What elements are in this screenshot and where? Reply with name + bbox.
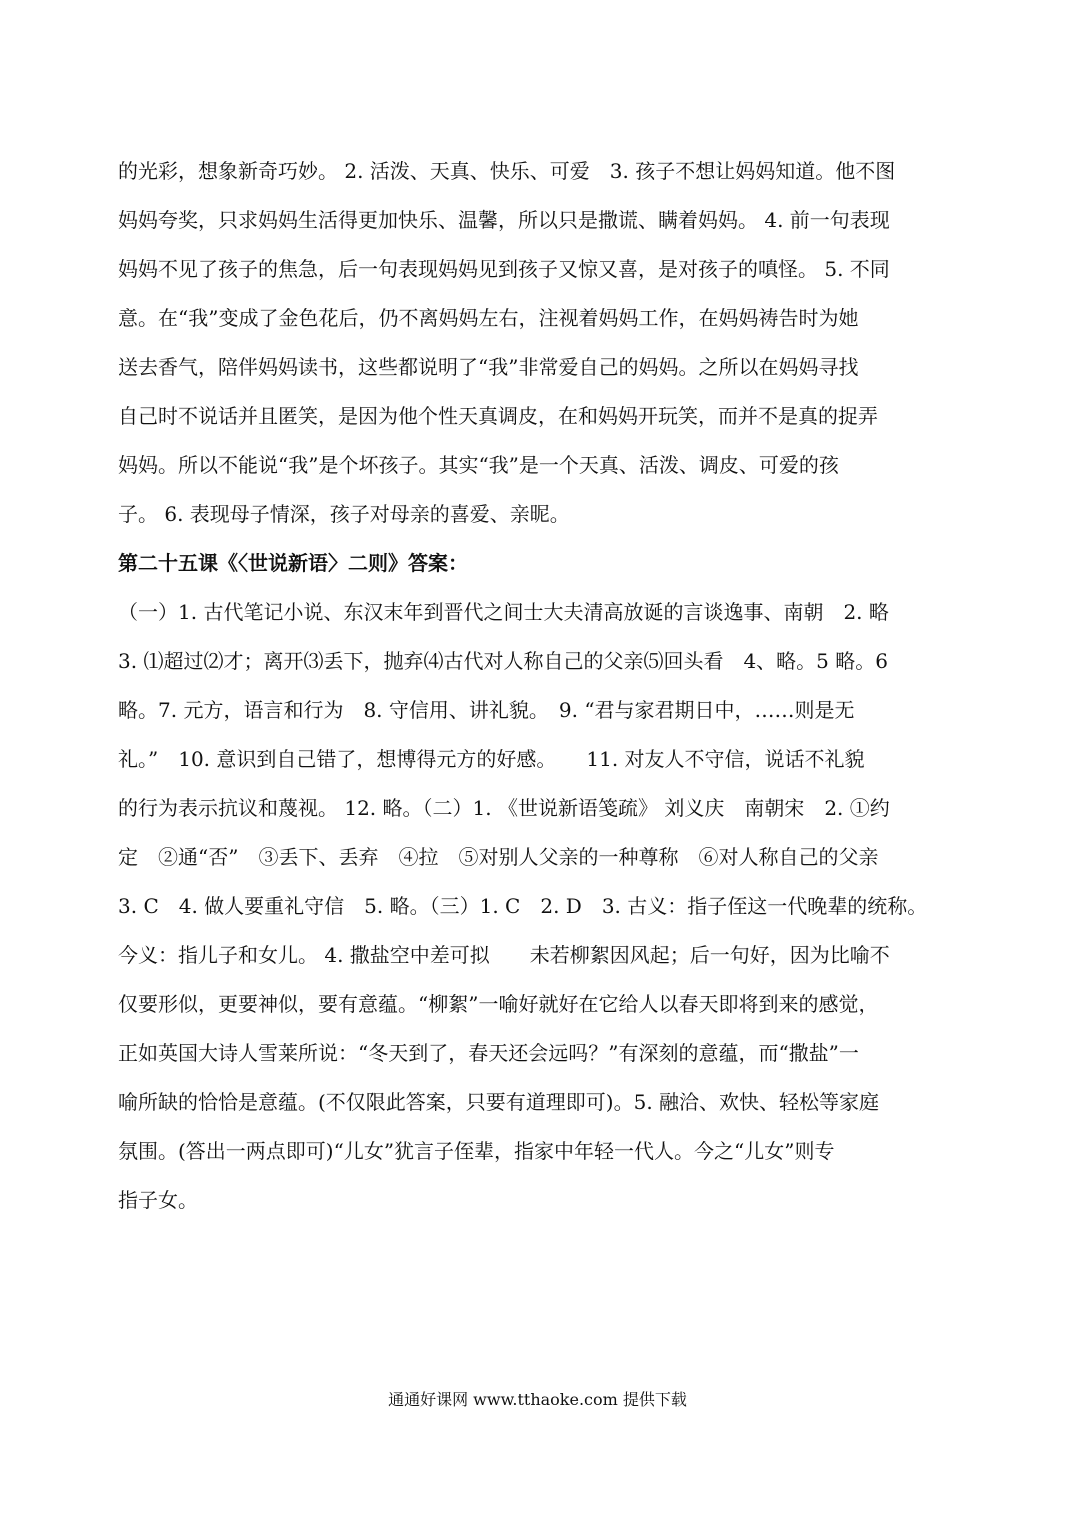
text-line: 的行为表示抗议和蔑视。 12. 略。（二）1. 《世说新语笺疏》 刘义庆 南朝宋 2. ①约 <box>118 796 890 820</box>
text-line: 礼。” 10. 意识到自己错了，想博得元方的好感。 11. 对友人不守信，说话不礼貌 <box>118 747 865 771</box>
page-footer: 通通好课网 www.tthaoke.com 提供下载 <box>388 1390 687 1409</box>
text-line: 妈妈。所以不能说“我”是个坏孩子。其实“我”是一个天真、活泼、调皮、可爱的孩 <box>118 453 839 477</box>
text-line: 妈妈不见了孩子的焦急，后一句表现妈妈见到孩子又惊又喜，是对孩子的嗔怪。 5. 不同 <box>118 257 890 281</box>
text-line: 意。在“我”变成了金色花后，仍不离妈妈左右，注视着妈妈工作，在妈妈祷告时为她 <box>118 306 859 330</box>
text-line: 今义：指儿子和女儿。 4. 撒盐空中差可拟 未若柳絮因风起；后一句好，因为比喻不 <box>118 943 890 967</box>
text-line: 仅要形似，更要神似，要有意蕴。“柳絮”一喻好就好在它给人以春天即将到来的感觉， <box>118 992 879 1016</box>
text-line: 指子女。 <box>118 1188 198 1212</box>
text-line: 略。7. 元方，语言和行为 8. 守信用、讲礼貌。 9. “君与家君期日中，……则是无 <box>118 698 855 722</box>
text-line: 3. C 4. 做人要重礼守信 5. 略。（三）1. C 2. D 3. 古义：指子侄这一代晚辈的统称。 <box>118 894 928 918</box>
section-heading: 第二十五课《〈世说新语〉二则》答案： <box>118 551 468 575</box>
text-line: 3. ⑴超过⑵才；离开⑶丢下，抛弃⑷古代对人称自己的父亲⑸回头看 4、略。5 略。6 <box>118 649 888 673</box>
text-line: 喻所缺的恰恰是意蕴。(不仅限此答案，只要有道理即可)。5. 融洽、欢快、轻松等家庭 <box>118 1090 880 1114</box>
text-line: 氛围。(答出一两点即可)“儿女”犹言子侄辈，指家中年轻一代人。今之“儿女”则专 <box>118 1139 835 1163</box>
text-line: 子。 6. 表现母子情深，孩子对母亲的喜爱、亲昵。 <box>118 502 570 526</box>
text-line: 送去香气，陪伴妈妈读书，这些都说明了“我”非常爱自己的妈妈。之所以在妈妈寻找 <box>118 355 859 379</box>
text-line: 自己时不说话并且匿笑，是因为他个性天真调皮，在和妈妈开玩笑，而并不是真的捉弄 <box>118 404 878 428</box>
text-line: 的光彩，想象新奇巧妙。 2. 活泼、天真、快乐、可爱 3. 孩子不想让妈妈知道。他不图 <box>118 159 896 183</box>
text-line: 妈妈夸奖，只求妈妈生活得更加快乐、温馨，所以只是撒谎、瞒着妈妈。 4. 前一句表现 <box>118 208 890 232</box>
text-line: 正如英国大诗人雪莱所说：“冬天到了，春天还会远吗？”有深刻的意蕴，而“撒盐”一 <box>118 1041 859 1065</box>
text-line: 定 ②通“否” ③丢下、丢弃 ④拉 ⑤对别人父亲的一种尊称 ⑥对人称自己的父亲 <box>118 845 879 869</box>
text-line: （一）1. 古代笔记小说、东汉末年到晋代之间士大夫清高放诞的言谈逸事、南朝 2. 略 <box>118 600 889 624</box>
